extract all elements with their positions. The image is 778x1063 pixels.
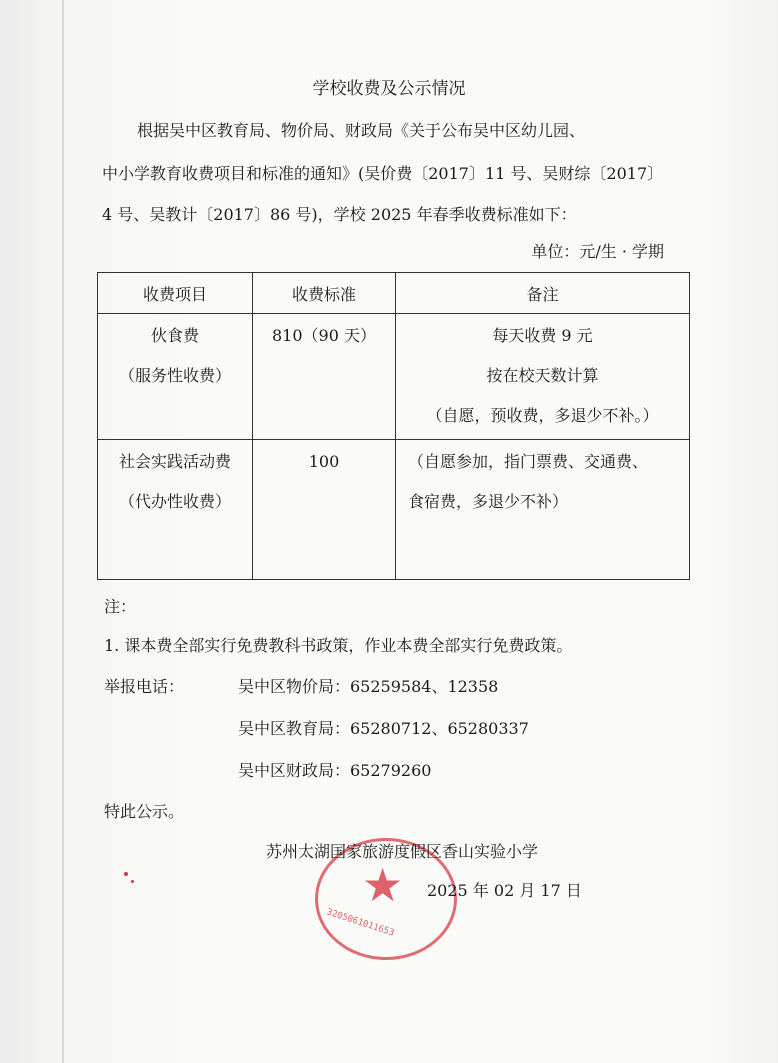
row2-item-cell bbox=[98, 440, 253, 580]
row1-item-cell bbox=[98, 314, 253, 440]
row2-remark-2: 食宿费，多退少不补） bbox=[408, 492, 569, 511]
row1-remark-1: 每天收费 9 元 bbox=[492, 326, 593, 345]
report-line-education-bureau: 吴中区教育局：65280712、65280337 bbox=[238, 719, 529, 738]
seal-star-icon: ★ bbox=[362, 858, 404, 912]
page-title: 学校收费及公示情况 bbox=[312, 79, 466, 99]
row1-item-type: （服务性收费） bbox=[118, 366, 231, 385]
header-standard: 收费标准 bbox=[253, 273, 396, 314]
row2-remark-1: （自愿参加，指门票费、交通费、 bbox=[408, 452, 649, 471]
table-row bbox=[98, 314, 690, 440]
note-item-1: 1. 课本费全部实行免费教科书政策，作业本费全部实行免费政策。 bbox=[104, 636, 573, 655]
unit-label: 单位：元/生 · 学期 bbox=[531, 242, 664, 261]
row2-standard-cell bbox=[253, 440, 396, 580]
fee-table bbox=[97, 272, 690, 580]
row1-remark-3: （自愿，预收费，多退少不补。） bbox=[426, 406, 659, 425]
intro-line-2: 中小学教育收费项目和标准的通知》(吴价费〔2017〕11 号、吴财综〔2017〕 bbox=[102, 164, 664, 183]
signature-school: 苏州太湖国家旅游度假区香山实验小学 bbox=[266, 842, 539, 861]
ink-spot bbox=[124, 872, 128, 876]
row1-standard-cell bbox=[253, 314, 396, 440]
table-row bbox=[98, 440, 690, 580]
report-line-finance-bureau: 吴中区财政局：65279260 bbox=[238, 761, 432, 780]
ink-spot bbox=[131, 880, 134, 883]
report-line-price-bureau: 吴中区物价局：65259584、12358 bbox=[238, 677, 499, 696]
scan-edge bbox=[62, 0, 64, 1063]
intro-line-1: 根据吴中区教育局、物价局、财政局《关于公布吴中区幼儿园、 bbox=[137, 121, 586, 140]
row2-item-name: 社会实践活动费 bbox=[118, 452, 231, 471]
report-label: 举报电话： bbox=[104, 677, 185, 696]
row2-standard: 100 bbox=[308, 452, 340, 471]
intro-line-3: 4 号、吴教计〔2017〕86 号)，学校 2025 年春季收费标准如下： bbox=[102, 205, 577, 224]
signature-date: 2025 年 02 月 17 日 bbox=[427, 881, 582, 900]
seal-code: 3205061011653 bbox=[325, 907, 396, 939]
row2-item-type: （代办性收费） bbox=[118, 492, 231, 511]
header-remarks: 备注 bbox=[396, 273, 690, 314]
closing-text: 特此公示。 bbox=[104, 802, 185, 821]
row1-remarks-cell bbox=[396, 314, 690, 440]
header-item: 收费项目 bbox=[98, 273, 253, 314]
row2-remarks-cell bbox=[396, 440, 690, 580]
row1-standard: 810（90 天） bbox=[272, 326, 376, 345]
notes-label: 注： bbox=[104, 597, 137, 616]
row1-remark-2: 按在校天数计算 bbox=[486, 366, 599, 385]
row1-item-name: 伙食费 bbox=[150, 326, 199, 345]
table-header-row bbox=[98, 273, 690, 314]
